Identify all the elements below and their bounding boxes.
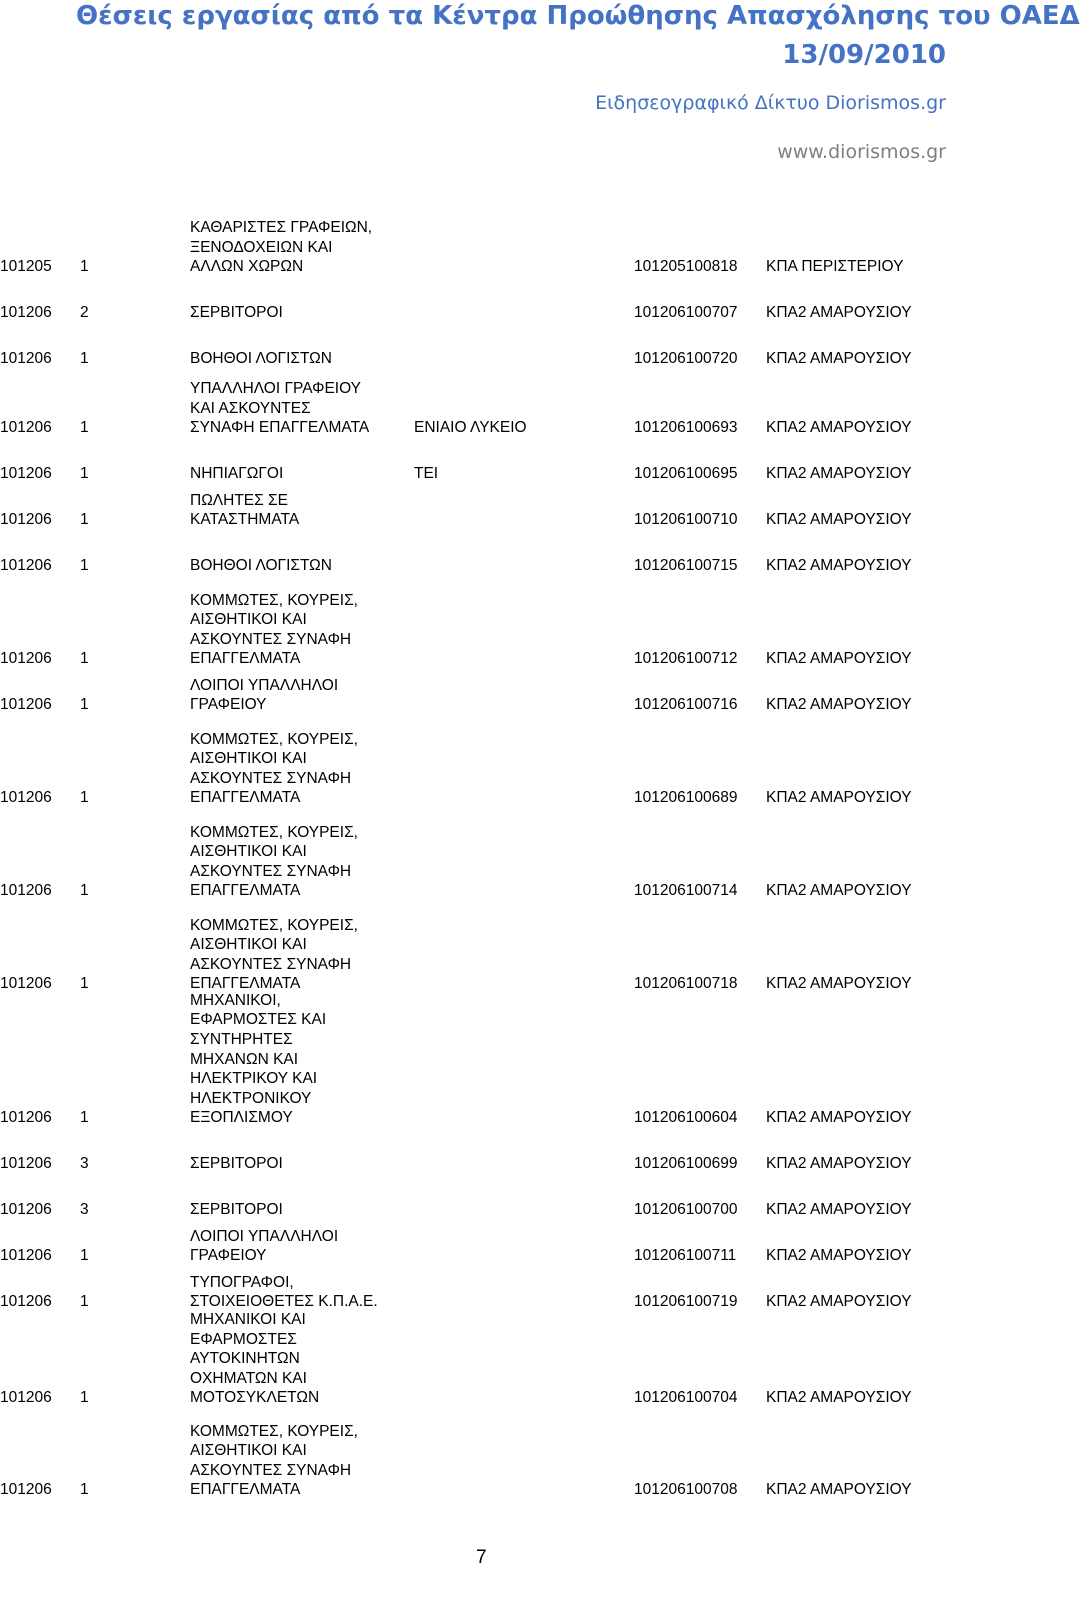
specialty-line: ΚΟΜΜΩΤΕΣ, ΚΟΥΡΕΙΣ, (190, 591, 358, 609)
site-url: www.diorismos.gr (777, 141, 946, 163)
specialty-line: ΣΤΟΙΧΕΙΟΘΕΤΕΣ Κ.Π.Α.Ε. (190, 1293, 378, 1311)
row-id: 101206100707 (634, 304, 738, 322)
row-count: 1 (80, 696, 89, 714)
specialty-line: ΗΛΕΚΤΡΙΚΟΥ ΚΑΙ (190, 1070, 318, 1088)
row-id: 101206100604 (634, 1109, 738, 1127)
specialty-line: ΚΑΘΑΡΙΣΤΕΣ ΓΡΑΦΕΙΩΝ, (190, 219, 373, 237)
row-count: 1 (80, 1389, 89, 1407)
row-count: 1 (80, 465, 89, 483)
row-id: 101206100715 (634, 557, 738, 575)
row-office: ΚΠΑ2 ΑΜΑΡΟΥΣΙΟΥ (766, 557, 912, 575)
row-id: 101206100719 (634, 1293, 738, 1311)
row-office: ΚΠΑ2 ΑΜΑΡΟΥΣΙΟΥ (766, 419, 912, 437)
specialty-line: ΥΠΑΛΛΗΛΟΙ ΓΡΑΦΕΙΟΥ (190, 380, 361, 398)
row-office: ΚΠΑ2 ΑΜΑΡΟΥΣΙΟΥ (766, 975, 912, 993)
row-code: 101206 (0, 650, 52, 668)
row-office: ΚΠΑ2 ΑΜΑΡΟΥΣΙΟΥ (766, 882, 912, 900)
specialty-line: ΕΠΑΓΓΕΛΜΑΤΑ (190, 789, 301, 807)
row-id: 101206100718 (634, 975, 738, 993)
row-office: ΚΠΑ2 ΑΜΑΡΟΥΣΙΟΥ (766, 1293, 912, 1311)
specialty-line: ΗΛΕΚΤΡΟΝΙΚΟΥ (190, 1089, 312, 1107)
row-office: ΚΠΑ2 ΑΜΑΡΟΥΣΙΟΥ (766, 465, 912, 483)
row-id: 101206100711 (634, 1247, 737, 1265)
row-count: 1 (80, 258, 89, 276)
specialty-line: ΣΕΡΒΙΤΟΡΟΙ (190, 304, 283, 322)
row-education: ΤΕΙ (414, 465, 439, 483)
row-code: 101206 (0, 419, 52, 437)
row-count: 1 (80, 419, 89, 437)
specialty-line: ΑΣΚΟΥΝΤΕΣ ΣΥΝΑΦΗ (190, 955, 352, 973)
row-id: 101206100700 (634, 1201, 738, 1219)
specialty-line: ΕΦΑΡΜΟΣΤΕΣ (190, 1330, 297, 1348)
specialty-line: ΑΣΚΟΥΝΤΕΣ ΣΥΝΑΦΗ (190, 769, 352, 787)
row-code: 101206 (0, 1389, 52, 1407)
row-id: 101206100716 (634, 696, 738, 714)
row-count: 1 (80, 882, 89, 900)
specialty-line: ΚΟΜΜΩΤΕΣ, ΚΟΥΡΕΙΣ, (190, 823, 358, 841)
specialty-line: ΑΙΣΘΗΤΙΚΟΙ ΚΑΙ (190, 611, 307, 629)
row-code: 101206 (0, 465, 52, 483)
specialty-line: ΕΞΟΠΛΙΣΜΟΥ (190, 1109, 293, 1127)
row-id: 101206100699 (634, 1155, 738, 1173)
specialty-line: ΟΧΗΜΑΤΩΝ ΚΑΙ (190, 1369, 307, 1387)
specialty-line: ΑΙΣΘΗΤΙΚΟΙ ΚΑΙ (190, 1442, 307, 1460)
specialty-line: ΕΠΑΓΓΕΛΜΑΤΑ (190, 975, 301, 993)
row-id: 101206100695 (634, 465, 738, 483)
row-code: 101206 (0, 1293, 52, 1311)
row-count: 2 (80, 304, 89, 322)
specialty-line: ΒΟΗΘΟΙ ΛΟΓΙΣΤΩΝ (190, 350, 332, 368)
row-id: 101206100693 (634, 419, 738, 437)
row-code: 101206 (0, 1155, 52, 1173)
specialty-line: ΕΠΑΓΓΕΛΜΑΤΑ (190, 882, 301, 900)
row-code: 101206 (0, 975, 52, 993)
row-code: 101206 (0, 696, 52, 714)
row-count: 3 (80, 1155, 89, 1173)
specialty-line: ΣΕΡΒΙΤΟΡΟΙ (190, 1155, 283, 1173)
row-count: 1 (80, 1247, 89, 1265)
document-date: 13/09/2010 (782, 40, 946, 70)
row-office: ΚΠΑ2 ΑΜΑΡΟΥΣΙΟΥ (766, 1201, 912, 1219)
specialty-line: ΜΗΧΑΝΙΚΟΙ ΚΑΙ (190, 1311, 306, 1329)
row-count: 1 (80, 557, 89, 575)
row-code: 101206 (0, 557, 52, 575)
specialty-line: ΑΛΛΩΝ ΧΩΡΩΝ (190, 258, 304, 276)
specialty-line: ΕΦΑΡΜΟΣΤΕΣ ΚΑΙ (190, 1011, 327, 1029)
row-count: 3 (80, 1201, 89, 1219)
row-code: 101206 (0, 304, 52, 322)
row-education: ΕΝΙΑΙΟ ΛΥΚΕΙΟ (414, 419, 527, 437)
row-office: ΚΠΑ2 ΑΜΑΡΟΥΣΙΟΥ (766, 304, 912, 322)
specialty-line: ΣΥΝΤΗΡΗΤΕΣ (190, 1031, 293, 1049)
row-count: 1 (80, 511, 89, 529)
row-id: 101206100708 (634, 1481, 738, 1499)
row-office: ΚΠΑ2 ΑΜΑΡΟΥΣΙΟΥ (766, 1247, 912, 1265)
row-office: ΚΠΑ2 ΑΜΑΡΟΥΣΙΟΥ (766, 511, 912, 529)
specialty-line: ΕΠΑΓΓΕΛΜΑΤΑ (190, 650, 301, 668)
row-office: ΚΠΑ2 ΑΜΑΡΟΥΣΙΟΥ (766, 1155, 912, 1173)
row-code: 101206 (0, 350, 52, 368)
row-code: 101206 (0, 1481, 52, 1499)
specialty-line: ΝΗΠΙΑΓΩΓΟΙ (190, 465, 284, 483)
site-name: Ειδησεογραφικό Δίκτυο Diorismos.gr (595, 92, 946, 114)
specialty-line: ΓΡΑΦΕΙΟΥ (190, 696, 267, 714)
row-office: ΚΠΑ2 ΑΜΑΡΟΥΣΙΟΥ (766, 789, 912, 807)
specialty-line: ΑΙΣΘΗΤΙΚΟΙ ΚΑΙ (190, 936, 307, 954)
row-office: ΚΠΑ2 ΑΜΑΡΟΥΣΙΟΥ (766, 350, 912, 368)
page-number: 7 (476, 1547, 487, 1568)
row-office: ΚΠΑ2 ΑΜΑΡΟΥΣΙΟΥ (766, 650, 912, 668)
specialty-line: ΞΕΝΟΔΟΧΕΙΩΝ ΚΑΙ (190, 238, 333, 256)
row-office: ΚΠΑ2 ΑΜΑΡΟΥΣΙΟΥ (766, 1481, 912, 1499)
row-id: 101206100720 (634, 350, 738, 368)
specialty-line: ΑΣΚΟΥΝΤΕΣ ΣΥΝΑΦΗ (190, 630, 352, 648)
specialty-line: ΚΟΜΜΩΤΕΣ, ΚΟΥΡΕΙΣ, (190, 916, 358, 934)
row-code: 101206 (0, 882, 52, 900)
specialty-line: ΕΠΑΓΓΕΛΜΑΤΑ (190, 1481, 301, 1499)
row-count: 1 (80, 650, 89, 668)
row-count: 1 (80, 975, 89, 993)
specialty-line: ΠΩΛΗΤΕΣ ΣΕ (190, 491, 288, 509)
row-office: ΚΠΑ2 ΑΜΑΡΟΥΣΙΟΥ (766, 1389, 912, 1407)
specialty-line: ΚΟΜΜΩΤΕΣ, ΚΟΥΡΕΙΣ, (190, 730, 358, 748)
row-id: 101205100818 (634, 258, 738, 276)
specialty-line: ΑΣΚΟΥΝΤΕΣ ΣΥΝΑΦΗ (190, 862, 352, 880)
row-office: ΚΠΑ2 ΑΜΑΡΟΥΣΙΟΥ (766, 1109, 912, 1127)
specialty-line: ΜΟΤΟΣΥΚΛΕΤΩΝ (190, 1389, 320, 1407)
specialty-line: ΣΥΝΑΦΗ ΕΠΑΓΓΕΛΜΑΤΑ (190, 419, 370, 437)
document-title: Θέσεις εργασίας από τα Κέντρα Προώθησης Απασχόλησης του ΟΑΕΔ (76, 1, 1080, 31)
row-office: ΚΠΑ ΠΕΡΙΣΤΕΡΙΟΥ (766, 258, 904, 276)
specialty-line: ΒΟΗΘΟΙ ΛΟΓΙΣΤΩΝ (190, 557, 332, 575)
row-count: 1 (80, 1293, 89, 1311)
specialty-line: ΑΙΣΘΗΤΙΚΟΙ ΚΑΙ (190, 843, 307, 861)
specialty-line: ΚΟΜΜΩΤΕΣ, ΚΟΥΡΕΙΣ, (190, 1422, 358, 1440)
specialty-line: ΤΥΠΟΓΡΑΦΟΙ, (190, 1273, 294, 1291)
specialty-line: ΣΕΡΒΙΤΟΡΟΙ (190, 1201, 283, 1219)
specialty-line: ΜΗΧΑΝΙΚΟΙ, (190, 991, 281, 1009)
specialty-line: ΑΥΤΟΚΙΝΗΤΩΝ (190, 1350, 300, 1368)
row-id: 101206100689 (634, 789, 738, 807)
row-code: 101205 (0, 258, 52, 276)
specialty-line: ΑΙΣΘΗΤΙΚΟΙ ΚΑΙ (190, 750, 307, 768)
specialty-line: ΓΡΑΦΕΙΟΥ (190, 1247, 267, 1265)
row-id: 101206100710 (634, 511, 738, 529)
specialty-line: ΚΑΤΑΣΤΗΜΑΤΑ (190, 511, 300, 529)
row-code: 101206 (0, 1109, 52, 1127)
row-code: 101206 (0, 1247, 52, 1265)
specialty-line: ΑΣΚΟΥΝΤΕΣ ΣΥΝΑΦΗ (190, 1461, 352, 1479)
specialty-line: ΚΑΙ ΑΣΚΟΥΝΤΕΣ (190, 399, 311, 417)
row-count: 1 (80, 350, 89, 368)
row-count: 1 (80, 789, 89, 807)
specialty-line: ΛΟΙΠΟΙ ΥΠΑΛΛΗΛΟΙ (190, 1227, 339, 1245)
row-id: 101206100704 (634, 1389, 738, 1407)
row-count: 1 (80, 1109, 89, 1127)
specialty-line: ΛΟΙΠΟΙ ΥΠΑΛΛΗΛΟΙ (190, 676, 339, 694)
row-specialty (190, 1422, 405, 1500)
row-id: 101206100714 (634, 882, 738, 900)
row-code: 101206 (0, 789, 52, 807)
row-code: 101206 (0, 511, 52, 529)
row-id: 101206100712 (634, 650, 738, 668)
row-count: 1 (80, 1481, 89, 1499)
row-code: 101206 (0, 1201, 52, 1219)
specialty-line: ΜΗΧΑΝΩΝ ΚΑΙ (190, 1050, 299, 1068)
row-office: ΚΠΑ2 ΑΜΑΡΟΥΣΙΟΥ (766, 696, 912, 714)
